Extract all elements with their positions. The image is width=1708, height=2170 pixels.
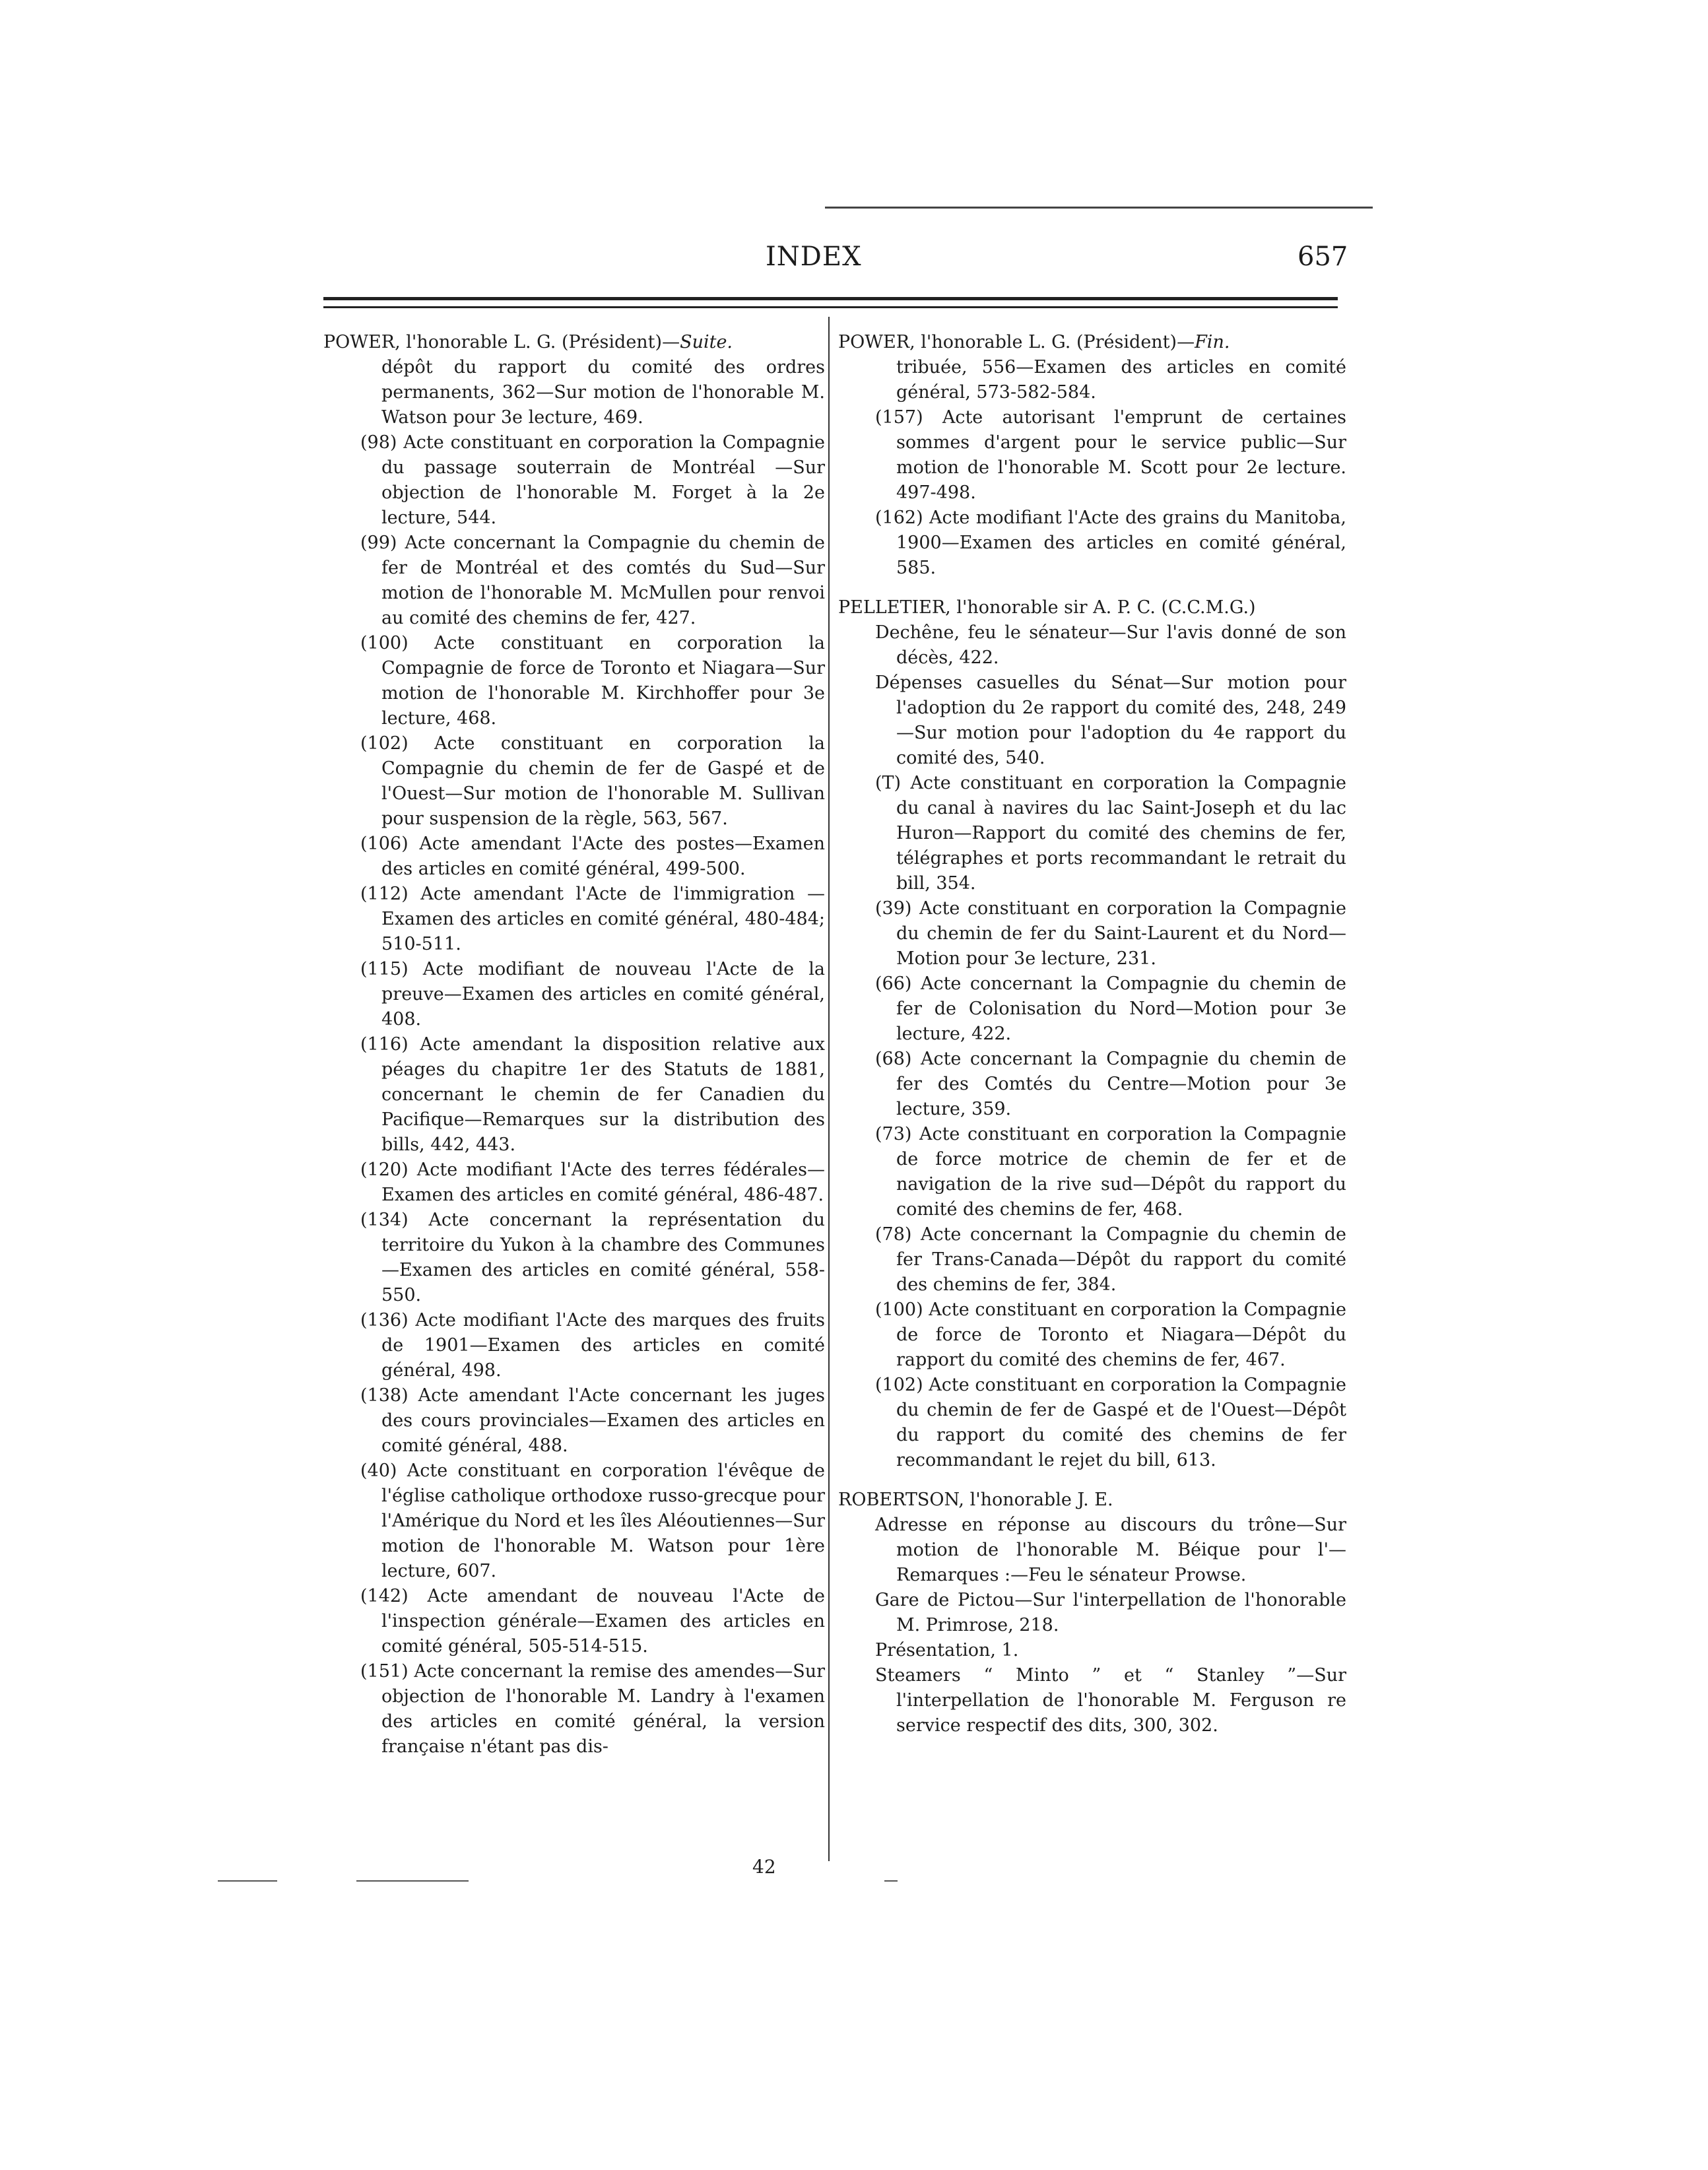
running-header-title: INDEX (766, 242, 862, 272)
index-heading-robertson: ROBERTSON, l'honorable J. E. (838, 1490, 1113, 1510)
header-rule-thin (323, 306, 1338, 308)
bottom-rule-fragment (218, 1880, 277, 1882)
index-heading-power (323, 330, 825, 355)
index-entry: Adresse en réponse au discours du trône—Sur motion de l'honorable M. Béique pour l'—Remarques :—Feu le sénateur Prowse. (875, 1515, 1346, 1585)
index-entry: dépôt du rapport du comité des ordres permanents, 362—Sur motion de l'honorable M. Watson pour 3e lecture, 469. (381, 357, 825, 428)
index-entry: (157) Acte autorisant l'emprunt de certaines sommes d'argent pour le service public—Sur motion de l'honorable M. Scott pour 2e lecture. 497-498. (875, 407, 1346, 503)
index-entry: (73) Acte constituant en corporation la Compagnie de force motrice de chemin de fer et de navigation de la rive sud—Dépôt du rapport du comité des chemins de fer, 468. (875, 1124, 1346, 1220)
heading-text: POWER, l'honorable L. G. (Président)— (323, 332, 680, 352)
index-entry: (112) Acte amendant l'Acte de l'immigration —Examen des articles en comité général, 480-484; 510-511. (360, 884, 825, 954)
index-entry: (100) Acte constituant en corporation la Compagnie de force de Toronto et Niagara—Sur motion de l'honorable M. Kirchhoffer pour 3e lecture, 468. (360, 633, 825, 729)
index-entry: (99) Acte concernant la Compagnie du chemin de fer de Montréal et des comtés du Sud—Sur motion de l'honorable M. McMullen pour renvoi au comité des chemins de fer, 427. (360, 533, 825, 628)
index-entry: (134) Acte concernant la représentation du territoire du Yukon à la chambre des Communes—Examen des articles en comité général, 558-550. (360, 1210, 825, 1305)
index-heading-power-fin (838, 330, 1346, 355)
bottom-rule-fragment (356, 1880, 469, 1882)
index-entry: (116) Acte amendant la disposition relative aux péages du chapitre 1er des Statuts de 1881, concernant le chemin de fer Canadien du Pacifique—Remarques sur la distribution des bills, 442, 443. (360, 1034, 825, 1155)
header-rule-thick (323, 297, 1338, 300)
column-divider (828, 317, 830, 1861)
page-number: 657 (1297, 242, 1348, 272)
index-entry: (115) Acte modifiant de nouveau l'Acte de la preuve—Examen des articles en comité général, 408. (360, 959, 825, 1030)
index-entry: (78) Acte concernant la Compagnie du chemin de fer Trans-Canada—Dépôt du rapport du comité des chemins de fer, 384. (875, 1224, 1346, 1295)
index-entry: Steamers “ Minto ” et “ Stanley ”—Sur l'interpellation de l'honorable M. Ferguson re service respectif des dits, 300, 302. (875, 1665, 1346, 1736)
index-entry: Dépenses casuelles du Sénat—Sur motion pour l'adoption du 2e rapport du comité des, 248, 249—Sur motion pour l'adoption du 4e rapport du comité des, 540. (875, 673, 1346, 768)
index-entry: (102) Acte constituant en corporation la Compagnie du chemin de fer de Gaspé et de l'Ouest—Sur motion de l'honorable M. Sullivan pour suspension de la règle, 563, 567. (360, 733, 825, 829)
index-entry: (151) Acte concernant la remise des amendes—Sur objection de l'honorable M. Landry à l'examen des articles en comité général, la version française n'étant pas dis- (360, 1661, 825, 1757)
signature-mark: 42 (752, 1856, 776, 1878)
index-entry: (138) Acte amendant l'Acte concernant les juges des cours provinciales—Examen des articles en comité général, 488. (360, 1385, 825, 1456)
index-entry: (102) Acte constituant en corporation la Compagnie du chemin de fer de Gaspé et de l'Ouest—Dépôt du rapport du comité des chemins de fer recommandant le rejet du bill, 613. (875, 1375, 1346, 1470)
index-entry: (39) Acte constituant en corporation la Compagnie du chemin de fer du Saint-Laurent et du Nord—Motion pour 3e lecture, 231. (875, 898, 1346, 969)
left-column (323, 330, 825, 1759)
index-entry: Gare de Pictou—Sur l'interpellation de l'honorable M. Primrose, 218. (875, 1590, 1346, 1635)
index-entry: (T) Acte constituant en corporation la Compagnie du canal à navires du lac Saint-Joseph et du lac Huron—Rapport du comité des chemins de fer, télégraphes et ports recommandant le retrait du bill, 354. (875, 773, 1346, 894)
heading-text: POWER, l'honorable L. G. (Président)— (838, 332, 1195, 352)
index-entry: (40) Acte constituant en corporation l'évêque de l'église catholique orthodoxe russo-grecque pour l'Amérique du Nord et les îles Aléoutiennes—Sur motion de l'honorable M. Watson pour 1ère lecture, 607. (360, 1461, 825, 1581)
right-column (838, 330, 1346, 1738)
heading-suffix: Suite. (680, 332, 733, 352)
index-entry: Dechêne, feu le sénateur—Sur l'avis donné de son décès, 422. (875, 622, 1346, 668)
index-entry: (100) Acte constituant en corporation la Compagnie de force de Toronto et Niagara—Dépôt du rapport du comité des chemins de fer, 467. (875, 1299, 1346, 1370)
index-heading-pelletier: PELLETIER, l'honorable sir A. P. C. (C.C.M.G.) (838, 597, 1256, 618)
index-entry: (162) Acte modifiant l'Acte des grains du Manitoba, 1900—Examen des articles en comité général, 585. (875, 508, 1346, 578)
top-rule (825, 207, 1373, 209)
index-entry: (68) Acte concernant la Compagnie du chemin de fer des Comtés du Centre—Motion pour 3e lecture, 359. (875, 1049, 1346, 1119)
bottom-rule-fragment (884, 1880, 898, 1882)
index-entry: (106) Acte amendant l'Acte des postes—Examen des articles en comité général, 499-500. (360, 834, 825, 879)
heading-suffix: Fin. (1195, 332, 1230, 352)
index-entry: tribuée, 556—Examen des articles en comité général, 573-582-584. (896, 357, 1346, 403)
index-entry: (120) Acte modifiant l'Acte des terres fédérales—Examen des articles en comité général, 486-487. (360, 1160, 825, 1205)
index-entry: Présentation, 1. (875, 1640, 1019, 1660)
index-entry: (136) Acte modifiant l'Acte des marques des fruits de 1901—Examen des articles en comité général, 498. (360, 1310, 825, 1381)
index-entry: (66) Acte concernant la Compagnie du chemin de fer de Colonisation du Nord—Motion pour 3e lecture, 422. (875, 973, 1346, 1044)
index-entry: (142) Acte amendant de nouveau l'Acte de l'inspection générale—Examen des articles en comité général, 505-514-515. (360, 1586, 825, 1657)
index-entry: (98) Acte constituant en corporation la Compagnie du passage souterrain de Montréal —Sur objection de l'honorable M. Forget à la 2e lecture, 544. (360, 432, 825, 528)
